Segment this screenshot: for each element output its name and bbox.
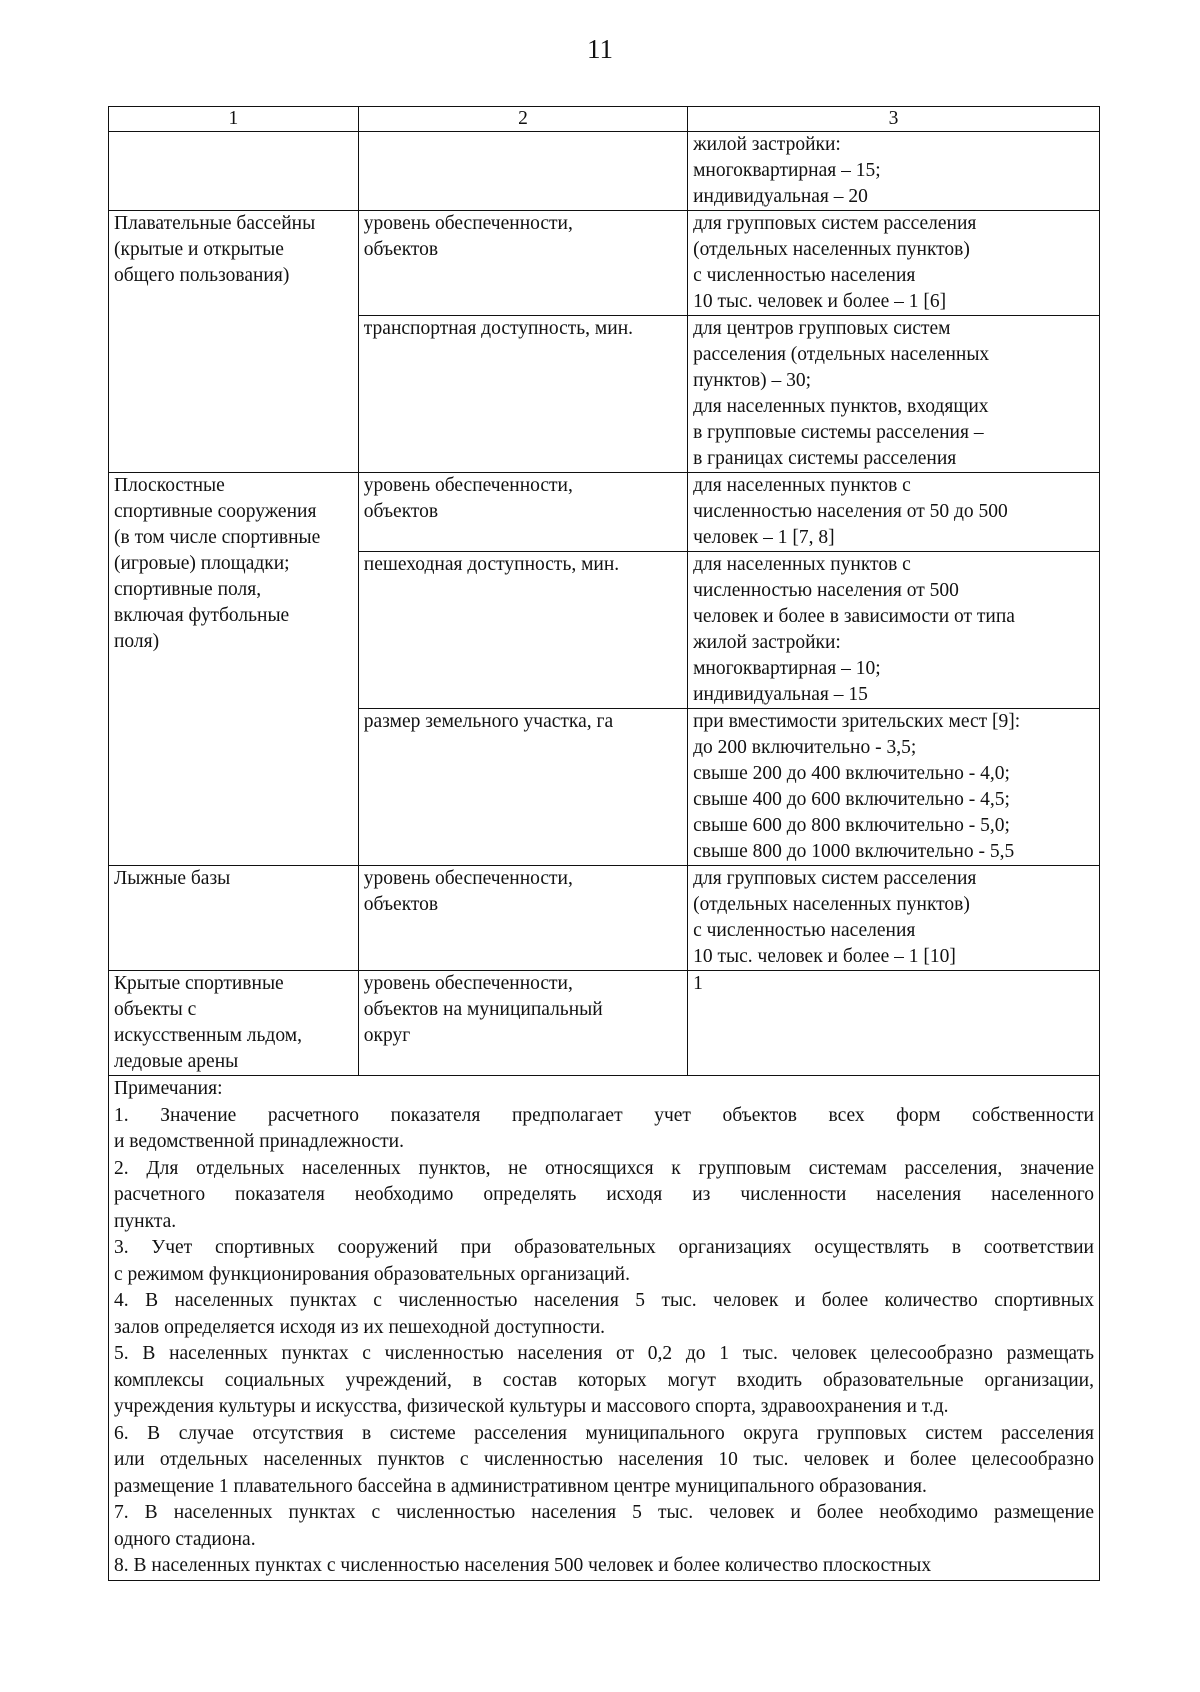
cell-line: Лыжные базы [114,868,231,889]
facility-cell [109,473,359,866]
cell-line: уровень обеспеченности, [363,973,573,994]
cell-line: (отдельных населенных пунктов) [693,239,970,260]
column-header-3: 3 [688,107,1100,132]
cell-line: многоквартирная – 10; [693,658,881,679]
indicator-cell [358,211,687,316]
notes-title: Примечания: [114,1078,223,1099]
cell-line: свыше 600 до 800 включительно - 5,0; [693,815,1010,836]
cell-line: для групповых систем расселения [693,213,977,234]
cell-line: общего пользования) [114,265,290,286]
cell-line: для населенных пунктов, входящих [693,396,989,417]
cell-line: пунктов) – 30; [693,370,812,391]
note-line: пункта. [114,1210,177,1232]
value-cell [688,473,1100,552]
facility-cell [109,866,359,971]
value-cell [688,211,1100,316]
cell-line: размер земельного участка, га [363,711,614,732]
table-row [109,132,1100,211]
cell-line: для населенных пунктов с [693,554,911,575]
cell-line: Плоскостные [114,475,225,496]
cell-line: индивидуальная – 20 [693,186,868,207]
cell-line: в границах системы расселения [693,448,957,469]
cell-line: 10 тыс. человек и более – 1 [6] [693,291,947,312]
cell-line: численностью населения от 500 [693,580,959,601]
cell-line: спортивные поля, [114,579,262,600]
cell-line: 1 [693,973,703,994]
cell-line: округ [363,1025,411,1046]
cell-line: для групповых систем расселения [693,868,977,889]
cell-line: объектов на муниципальный [363,999,603,1020]
cell-line: ледовые арены [114,1051,239,1072]
cell-line: объектов [363,894,439,915]
page-number: 11 [587,34,613,64]
cell-line: 10 тыс. человек и более – 1 [10] [693,946,956,967]
value-cell [688,316,1100,473]
cell-line: многоквартирная – 15; [693,160,881,181]
note-line: комплексы социальных учреждений, в состав которых могут входить образовательные организации, [114,1369,1094,1391]
cell-line: пешеходная доступность, мин. [363,554,620,575]
table-row [109,971,1100,1076]
cell-line: (крытые и открытые [114,239,284,260]
note-line: и ведомственной принадлежности. [114,1131,404,1152]
cell-line: транспортная доступность, мин. [363,318,634,339]
note-line: 3. Учет спортивных сооружений при образовательных организациях осуществлять в соответствии [114,1237,1094,1258]
column-header-2: 2 [358,107,687,132]
cell-line: до 200 включительно - 3,5; [693,737,917,758]
table-row [109,866,1100,971]
cell-line: (в том числе спортивные [114,527,321,548]
header-row [109,107,1100,132]
cell-line: (отдельных населенных пунктов) [693,894,970,915]
cell-line: в групповые системы расселения – [693,422,984,443]
note-line: учреждения культуры и искусства, физической культуры и массового спорта, здравоохранения и т.д. [114,1396,949,1417]
cell-line: при вместимости зрительских мест [9]: [693,711,1021,732]
value-cell [688,132,1100,211]
value-cell [688,866,1100,971]
cell-line: поля) [114,631,160,652]
cell-line: жилой застройки: [693,134,841,155]
cell-line: свыше 800 до 1000 включительно - 5,5 [693,841,1015,862]
indicator-cell [358,552,687,709]
cell-line: объектов [363,239,439,260]
cell-line: с численностью населения [693,920,916,941]
table-row [109,473,1100,552]
indicator-cell [358,132,687,211]
cell-line: индивидуальная – 15 [693,684,868,705]
indicator-cell [358,316,687,473]
note-line: одного стадиона. [114,1528,256,1550]
cell-line: уровень обеспеченности, [363,475,573,496]
value-cell [688,971,1100,1076]
note-line: 2. Для отдельных населенных пунктов, не относящихся к групповым системам расселения, значение [114,1157,1094,1179]
note-line: размещение 1 плавательного бассейна в административном центре муниципального образования. [114,1475,927,1497]
cell-line: для центров групповых систем [693,318,951,339]
cell-line: уровень обеспеченности, [363,868,573,889]
note-line: 8. В населенных пунктах с численностью населения 500 человек и более количество плоскостных [114,1555,932,1576]
note-line: или отдельных населенных пунктов с численностью населения 10 тыс. человек и более целесообразно [114,1449,1094,1470]
cell-line: численностью населения от 50 до 500 [693,501,1008,522]
note-line: 6. В случае отсутствия в системе расселения муниципального округа групповых систем расселения [114,1422,1094,1444]
facility-cell [109,211,359,473]
cell-line: человек и более в зависимости от типа [693,606,1015,627]
note-line: 4. В населенных пунктах с численностью населения 5 тыс. человек и более количество спортивных [114,1290,1094,1311]
cell-line: свыше 200 до 400 включительно - 4,0; [693,763,1010,784]
note-line: 7. В населенных пунктах с численностью населения 5 тыс. человек и более необходимо размещение [114,1502,1094,1523]
note-line: 5. В населенных пунктах с численностью населения от 0,2 до 1 тыс. человек целесообразно размещать [114,1343,1094,1364]
indicator-cell [358,971,687,1076]
cell-line: свыше 400 до 600 включительно - 4,5; [693,789,1010,810]
column-header-1: 1 [109,107,359,132]
cell-line: спортивные сооружения [114,501,317,522]
cell-line: искусственным льдом, [114,1025,302,1046]
note-line: с режимом функционирования образовательных организаций. [114,1263,630,1285]
table-row [109,211,1100,316]
cell-line: объектов [363,501,439,522]
cell-line: человек – 1 [7, 8] [693,527,835,548]
indicator-cell [358,473,687,552]
indicator-cell [358,709,687,866]
cell-line: Крытые спортивные [114,973,284,994]
facility-cell [109,971,359,1076]
note-line: 1. Значение расчетного показателя предполагает учет объектов всех форм собственности [114,1104,1094,1126]
facility-cell [109,132,359,211]
cell-line: для населенных пунктов с [693,475,911,496]
notes-row [109,1076,1100,1581]
note-line: расчетного показателя необходимо определять исходя из численности населения населенного [114,1184,1094,1205]
notes-cell [109,1076,1100,1581]
value-cell [688,552,1100,709]
cell-line: уровень обеспеченности, [363,213,573,234]
cell-line: (игровые) площадки; [114,553,290,574]
cell-line: с численностью населения [693,265,916,286]
cell-line: Плавательные бассейны [114,213,316,234]
cell-line: жилой застройки: [693,632,841,653]
standards-table [108,106,1100,1581]
cell-line: объекты с [114,999,197,1020]
indicator-cell [358,866,687,971]
note-line: залов определяется исходя из их пешеходной доступности. [114,1316,606,1338]
value-cell [688,709,1100,866]
cell-line: расселения (отдельных населенных [693,344,990,365]
cell-line: включая футбольные [114,605,290,626]
